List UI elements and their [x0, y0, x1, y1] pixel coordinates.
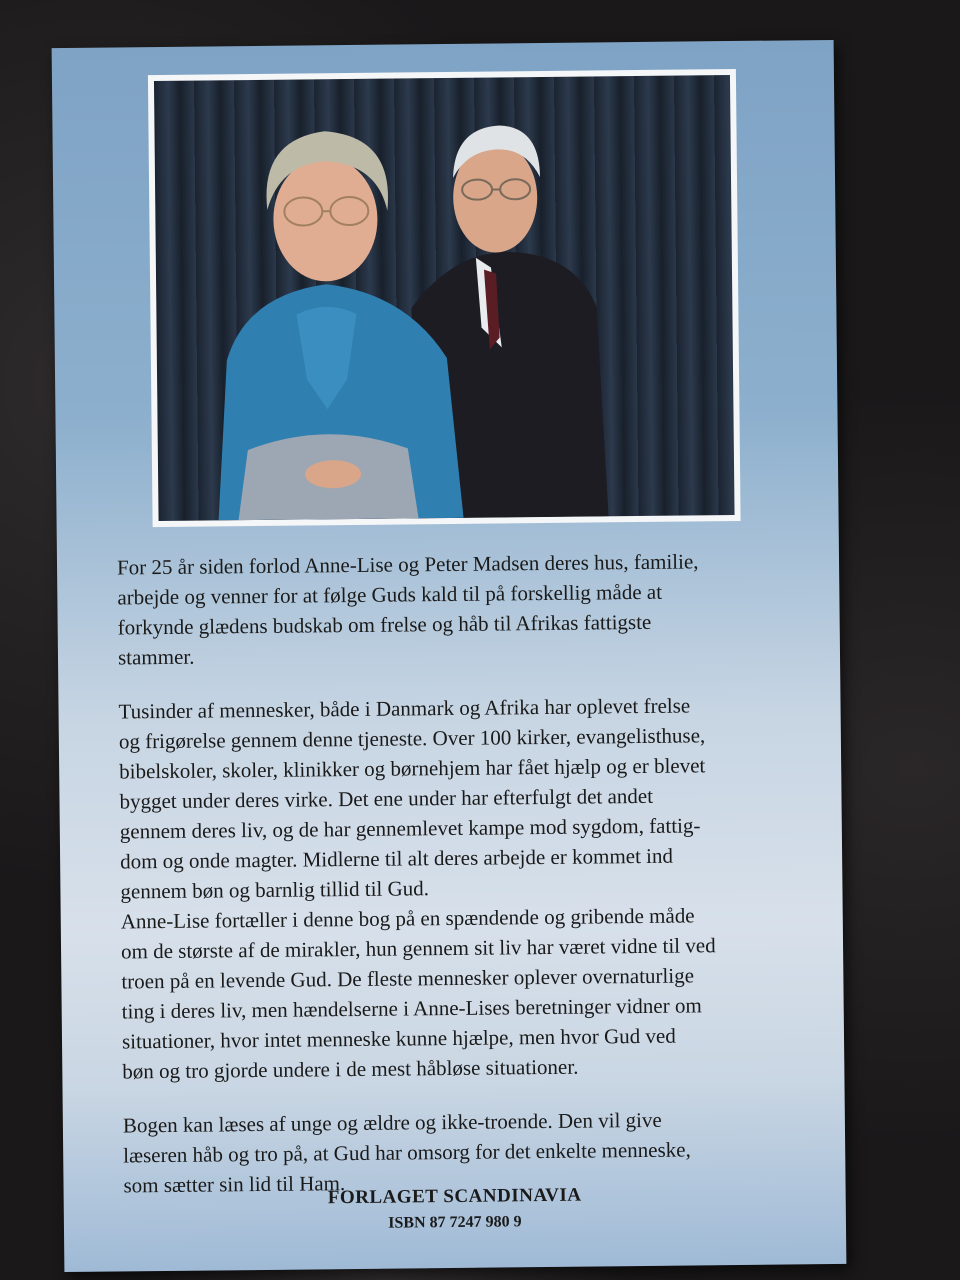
publisher-name: FORLAGET SCANDINAVIA [327, 1184, 582, 1209]
text-line: gennem bøn og barnlig tillid til Gud. [120, 876, 430, 904]
text-line: forkynde glædens budskab om frelse og håb til Afrikas fattigste [117, 609, 652, 640]
book-back-cover [52, 40, 847, 1272]
text-line: bygget under deres virke. Det ene under har efterfulgt det andet [119, 783, 654, 814]
text-line: Tusinder af mennesker, både i Danmark og Afrika har oplevet frelse [118, 693, 691, 724]
text-line: arbejde og venner for at følge Guds kald til på forskellig måde at [117, 579, 663, 610]
text-line: læseren håb og tro på, at Gud har omsorg for det enkelte menneske, [123, 1137, 691, 1168]
isbn-number: ISBN 87 7247 980 9 [388, 1213, 522, 1232]
text-line: som sætter sin lid til Ham. [123, 1171, 346, 1198]
text-line: gennem deres liv, og de har gennemlevet kampe mod sygdom, fattig- [119, 813, 701, 844]
text-line: Bogen kan læses af unge og ældre og ikke-troende. Den vil give [122, 1107, 662, 1138]
publisher-block [64, 1182, 846, 1236]
blurb-text [117, 545, 804, 1200]
text-line: situationer, hvor intet menneske kunne hjælpe, men hvor Gud ved [121, 1023, 676, 1054]
text-line: stammer. [117, 644, 195, 670]
portrait-photo [154, 75, 735, 521]
text-line: Anne-Lise fortæller i denne bog på en spændende og gribende måde [120, 903, 695, 934]
text-line: For 25 år siden forlod Anne-Lise og Peter Madsen deres hus, familie, [116, 549, 699, 580]
portrait-illustration [154, 75, 735, 521]
photo-frame [148, 69, 741, 527]
text-line: om de største af de mirakler, hun gennem sit liv har været vidne til ved [120, 933, 716, 964]
paragraph-1 [117, 545, 798, 672]
text-line: bibelskoler, skoler, klinikker og børnehjem har fået hjælp og er blevet [119, 753, 706, 784]
text-line: ting i deres liv, men hændelserne i Anne-Lises beretninger vidner om [121, 993, 702, 1024]
text-line: dom og onde magter. Midlerne til alt deres arbejde er kommet ind [120, 843, 674, 874]
text-line: og frigørelse gennem denne tjeneste. Over 100 kirker, evangelisthuse, [118, 723, 706, 754]
paragraph-2 [118, 689, 802, 1086]
text-line: bøn og tro gjorde undere i de mest håbløse situationer. [122, 1054, 579, 1084]
text-line: troen på en levende Gud. De fleste mennesker oplever overnaturlige [121, 963, 695, 994]
